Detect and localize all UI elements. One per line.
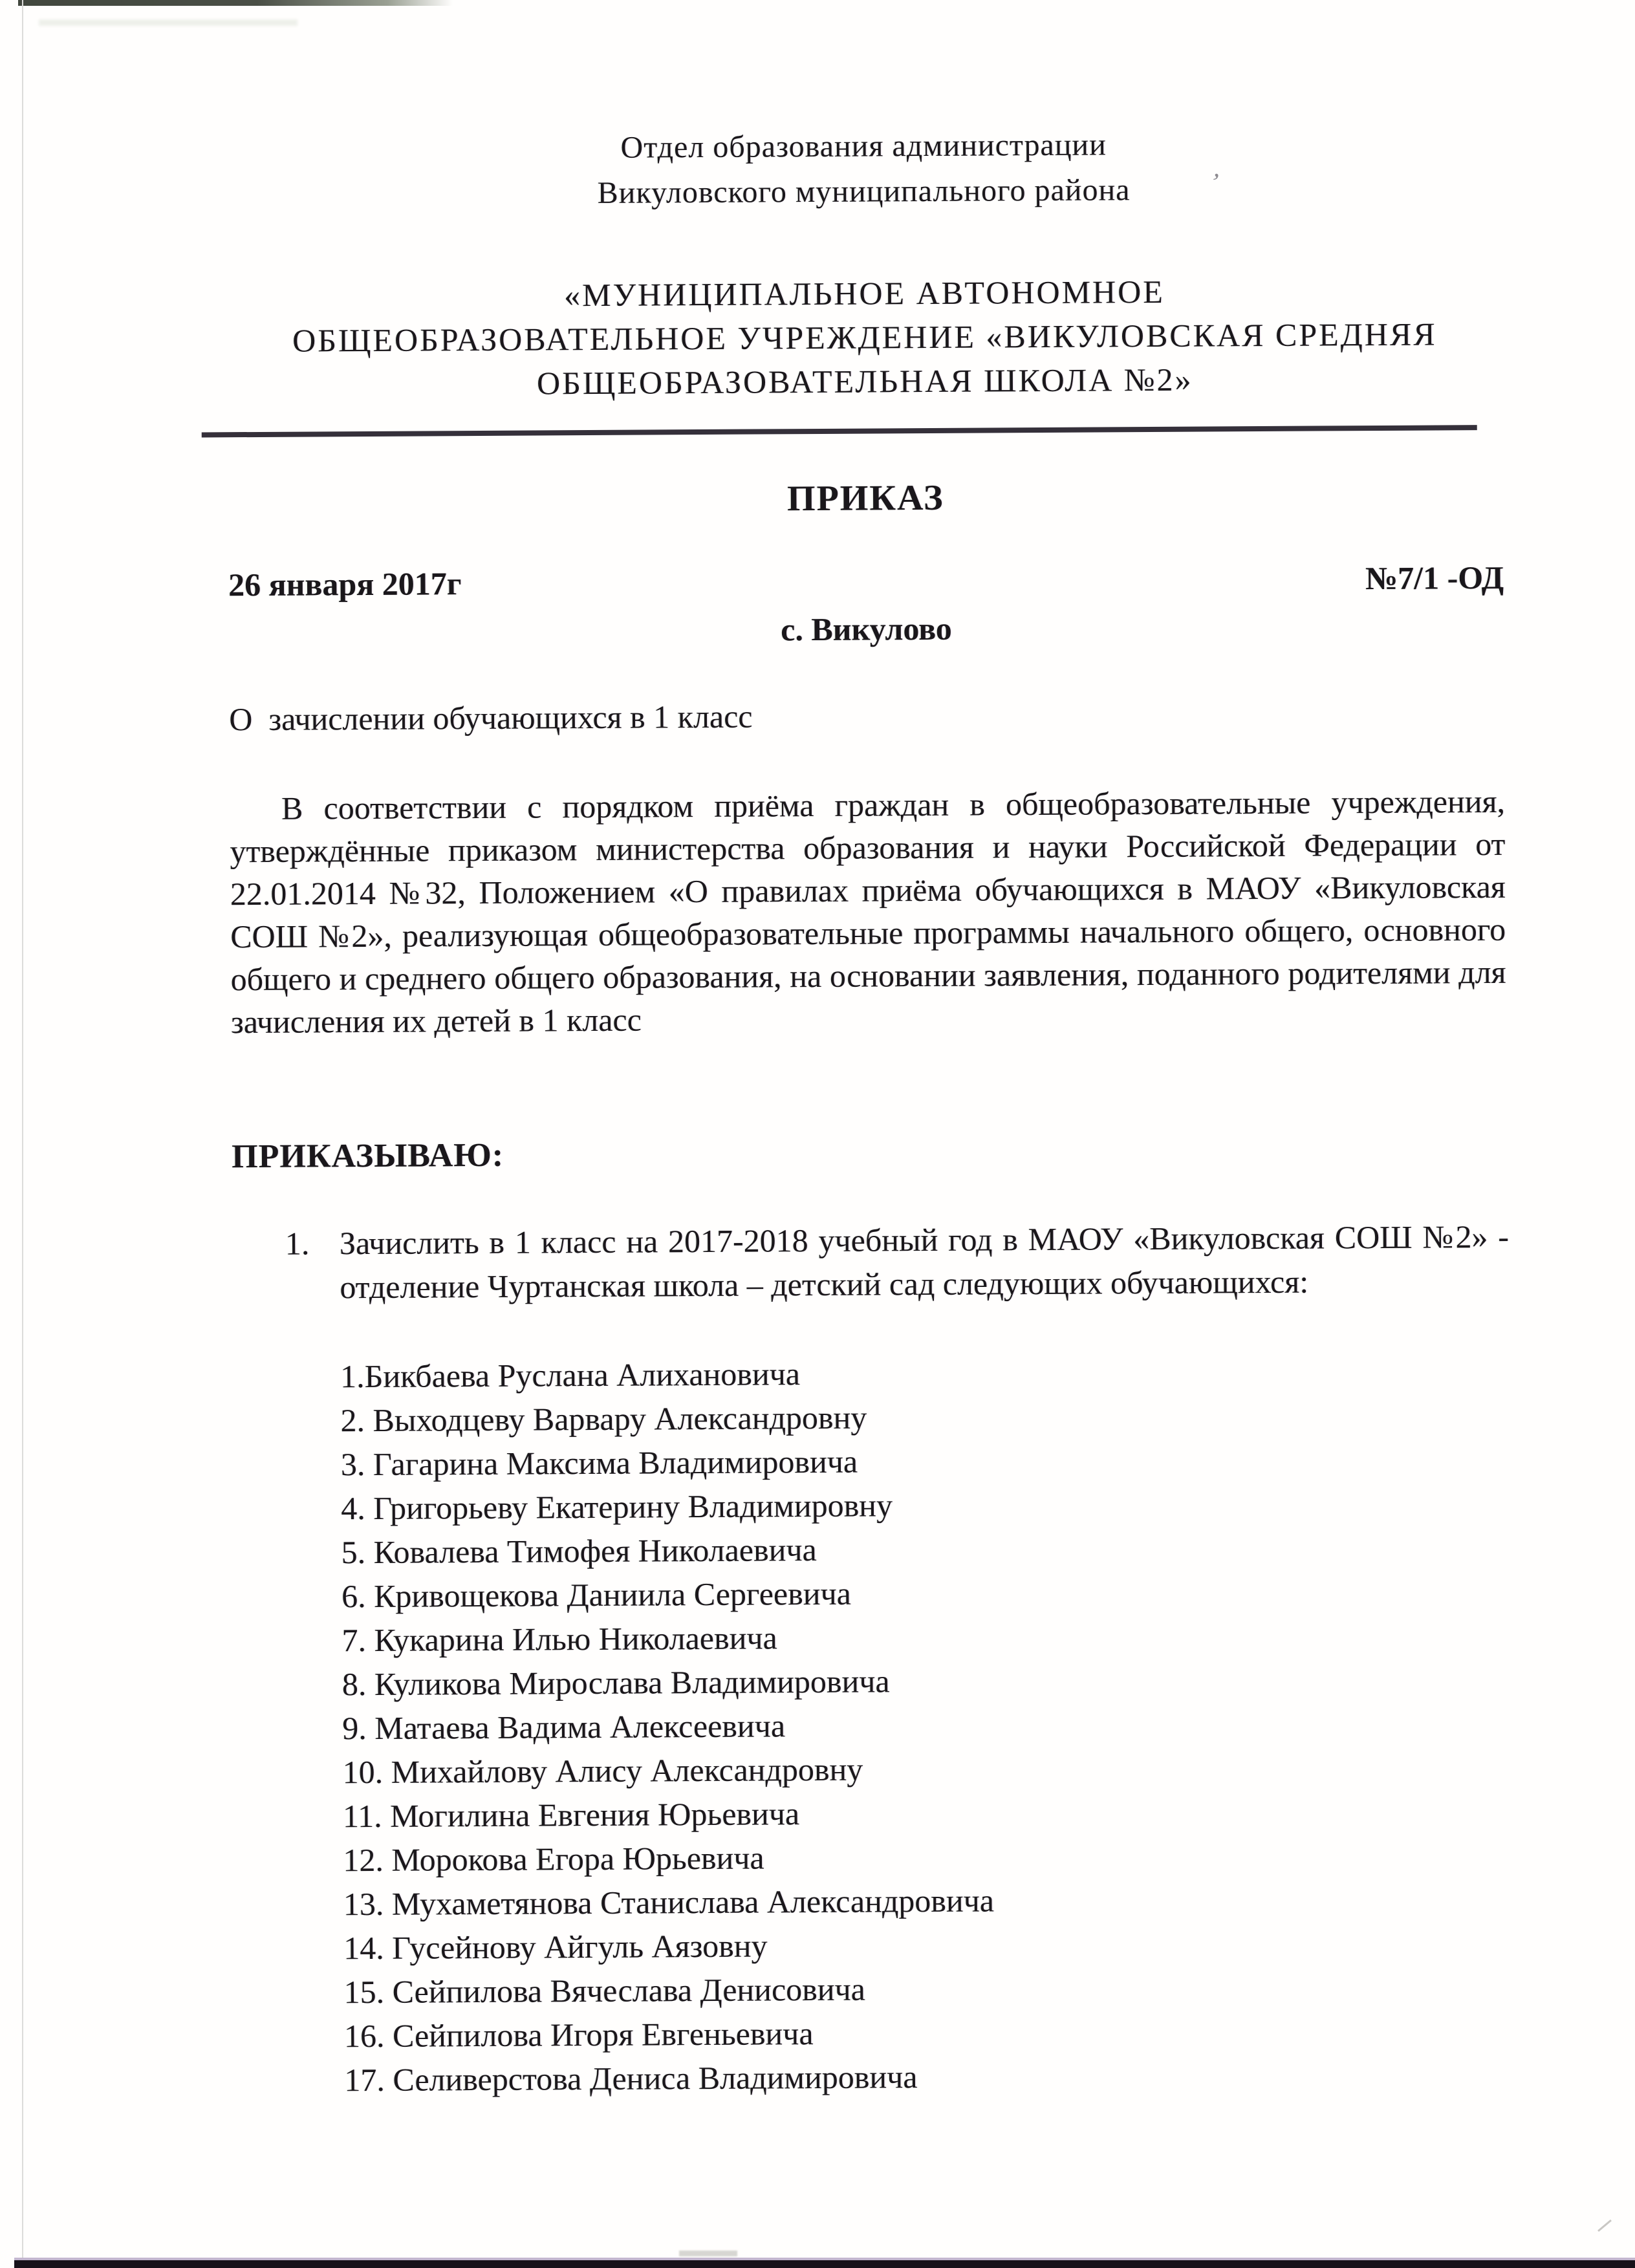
document-subject: О зачислении обучающихся в 1 класс [229, 698, 753, 738]
letterhead-department [226, 120, 1502, 218]
student-list-item: 14. Гусейнову Айгуль Аязовну [343, 1927, 768, 1967]
letterhead-organization-name [226, 268, 1502, 407]
date-number-row [228, 557, 1504, 605]
preamble-paragraph: В соответствии с порядком приёма граждан в общеобразовательные учреждения, утверждённые приказом министерства образования и науки Российской Федерации от 22.01.2014 №32, Положением «О правилах приёма обучающихся в МАОУ «Викуловская СОШ №2», реализующая общеобразовательные программы начального общего, основного общего и среднего общего образования, на основании заявления, поданного родителями для зачисления их детей в 1 класс [230, 783, 1506, 1041]
student-list-item: 10. Михайлову Алису Александровну [342, 1751, 863, 1791]
organization-name-line1: «МУНИЦИПАЛЬНОЕ АВТОНОМНОЕ [564, 273, 1165, 314]
student-list-item: 9. Матаева Вадима Алексеевича [342, 1707, 786, 1747]
student-list-item: 16. Сейпилова Игоря Евгеньевича [343, 2015, 814, 2055]
organization-name-line3: ОБЩЕОБРАЗОВАТЕЛЬНАЯ ШКОЛА №2» [536, 361, 1193, 402]
student-list-item: 4. Григорьеву Екатерину Владимировну [341, 1487, 893, 1527]
order-item-1 [285, 1215, 1510, 1310]
student-list-item: 13. Мухаметянова Станислава Александровича [343, 1882, 995, 1923]
student-list-item: 2. Выходцеву Варвару Александровну [340, 1399, 867, 1439]
student-list-item: 8. Куликова Мирослава Владимировича [341, 1663, 890, 1703]
document-place: с. Викулово [781, 610, 953, 648]
order-item-1-number: 1. [285, 1225, 310, 1262]
letterhead-department-line1: Отдел образования администрации [620, 127, 1107, 165]
letterhead-divider-rule [202, 425, 1477, 437]
student-list-item: 7. Кукарина Илью Николаевича [341, 1619, 777, 1659]
scan-artifact-speck: ʼ [1207, 167, 1222, 197]
organization-name-line2: ОБЩЕОБРАЗОВАТЕЛЬНОЕ УЧРЕЖДЕНИЕ «ВИКУЛОВСКАЯ СРЕДНЯЯ [292, 316, 1437, 359]
resolution-keyword: ПРИКАЗЫВАЮ: [232, 1136, 504, 1176]
student-list-item: 3. Гагарина Максима Владимировича [340, 1443, 858, 1483]
document-number: №7/1 -ОД [1365, 559, 1504, 597]
document-title: ПРИКАЗ [786, 477, 944, 519]
student-list-item: 17. Селиверстова Дениса Владимировича [344, 2058, 918, 2099]
student-list-item: 15. Сейпилова Вячеслава Денисовича [343, 1971, 866, 2011]
student-list-item: 12. Морокова Егора Юрьевича [343, 1839, 764, 1879]
student-list [340, 1347, 1574, 2102]
letterhead-department-line2: Викуловского муниципального района [597, 173, 1131, 210]
student-list-item: 6. Кривощекова Даниила Сергеевича [341, 1575, 852, 1615]
student-list-item: 5. Ковалева Тимофея Николаевича [341, 1531, 817, 1571]
document-date: 26 января 2017г [228, 565, 462, 603]
student-list-item: 11. Могилина Евгения Юрьевича [342, 1795, 800, 1835]
order-item-1-text: Зачислить в 1 класс на 2017-2018 учебный год в МАОУ «Викуловская СОШ №2» - отделение Чуртанская школа – детский сад следующих обучающихся: [339, 1218, 1510, 1306]
student-list-item: 1.Бикбаева Руслана Алихановича [340, 1355, 801, 1395]
